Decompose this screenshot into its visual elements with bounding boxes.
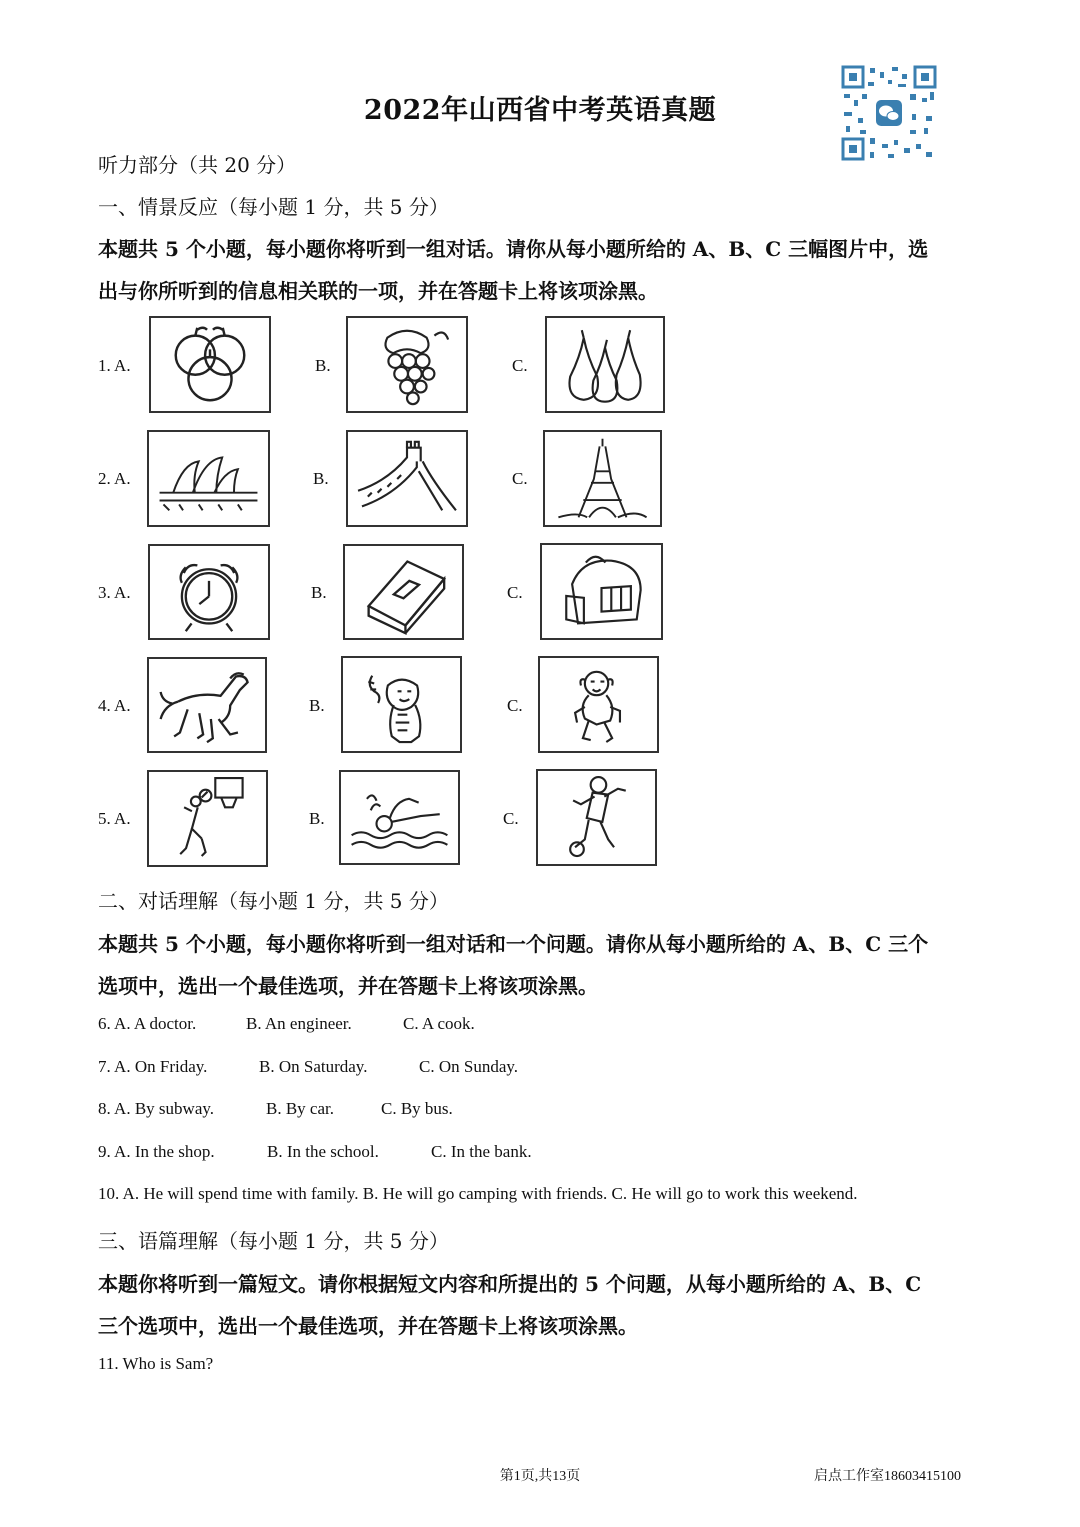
part3-instructions-line2: 三个选项中，选出一个最佳选项，并在答题卡上将该项涂黑。 <box>98 1314 638 1338</box>
option-label: C. <box>512 356 528 375</box>
question-label: 1. A. <box>98 356 131 375</box>
page-number: 第1页,共13页 <box>499 1469 581 1484</box>
part3-heading: 三、语篇理解（每小题 1 分，共 5 分） <box>98 1229 449 1253</box>
listening-heading: 听力部分（共 20 分） <box>98 153 297 177</box>
basketball-icon <box>147 770 268 867</box>
q6-option-c: C. A cook. <box>403 1014 475 1033</box>
apples-icon <box>149 316 271 413</box>
part2-instructions-line1: 本题共 5 个小题，每小题你将听到一组对话和一个问题。请你从每小题所给的 A、B、C 三个 <box>98 932 929 956</box>
studio-contact: 启点工作室18603415100 <box>814 1469 961 1484</box>
swimming-icon <box>339 770 460 865</box>
alarm-clock-icon <box>148 544 270 640</box>
book-icon <box>343 544 464 640</box>
pears-icon <box>545 316 665 413</box>
option-label: B. <box>313 469 329 488</box>
q10-options: 10. A. He will spend time with family. B. He will go camping with friends. C. He will go to work this weekend. <box>98 1184 858 1203</box>
great-wall-icon <box>346 430 468 527</box>
football-icon <box>536 769 657 866</box>
question-label: 3. A. <box>98 583 131 602</box>
part1-heading: 一、情景反应（每小题 1 分，共 5 分） <box>98 195 449 219</box>
option-label: B. <box>311 583 327 602</box>
question-label: 2. A. <box>98 469 131 488</box>
horse-icon <box>147 657 267 753</box>
option-label: C. <box>507 583 523 602</box>
part1-instructions-line1: 本题共 5 个小题，每小题你将听到一组对话。请你从每小题所给的 A、B、C 三幅图片中，选 <box>98 237 929 261</box>
part1-instructions-line2: 出与你所听到的信息相关联的一项，并在答题卡上将该项涂黑。 <box>98 279 658 303</box>
option-label: B. <box>309 696 325 715</box>
option-label: B. <box>315 356 331 375</box>
monkey-icon <box>538 656 659 753</box>
eiffel-tower-icon <box>543 430 662 527</box>
grapes-icon <box>346 316 468 413</box>
q8-option-c: C. By bus. <box>381 1099 453 1118</box>
question-label: 4. A. <box>98 696 131 715</box>
backpack-icon <box>540 543 663 640</box>
q6-option-a: 6. A. A doctor. <box>98 1014 197 1033</box>
q7-option-b: B. On Saturday. <box>259 1057 368 1076</box>
question-label: 5. A. <box>98 809 131 828</box>
q6-option-b: B. An engineer. <box>246 1014 352 1033</box>
option-label: C. <box>507 696 523 715</box>
q9-option-b: B. In the school. <box>267 1142 379 1161</box>
q9-option-a: 9. A. In the shop. <box>98 1142 215 1161</box>
tiger-icon <box>341 656 462 753</box>
q9-option-c: C. In the bank. <box>431 1142 532 1161</box>
q8-option-b: B. By car. <box>266 1099 334 1118</box>
page-title: 2022年山西省中考英语真题 <box>363 95 717 126</box>
q8-option-a: 8. A. By subway. <box>98 1099 215 1118</box>
q7-option-a: 7. A. On Friday. <box>98 1057 208 1076</box>
option-label: B. <box>309 809 325 828</box>
part2-heading: 二、对话理解（每小题 1 分，共 5 分） <box>98 889 449 913</box>
option-label: C. <box>503 809 519 828</box>
sydney-opera-house-icon <box>147 430 270 527</box>
q11-question: 11. Who is Sam? <box>98 1354 214 1373</box>
option-label: C. <box>512 469 528 488</box>
qr-code-icon <box>840 64 938 162</box>
q7-option-c: C. On Sunday. <box>419 1057 519 1076</box>
part2-instructions-line2: 选项中，选出一个最佳选项，并在答题卡上将该项涂黑。 <box>98 974 598 998</box>
part3-instructions-line1: 本题你将听到一篇短文。请你根据短文内容和所提出的 5 个问题，从每小题所给的 A、B、C <box>98 1272 922 1296</box>
